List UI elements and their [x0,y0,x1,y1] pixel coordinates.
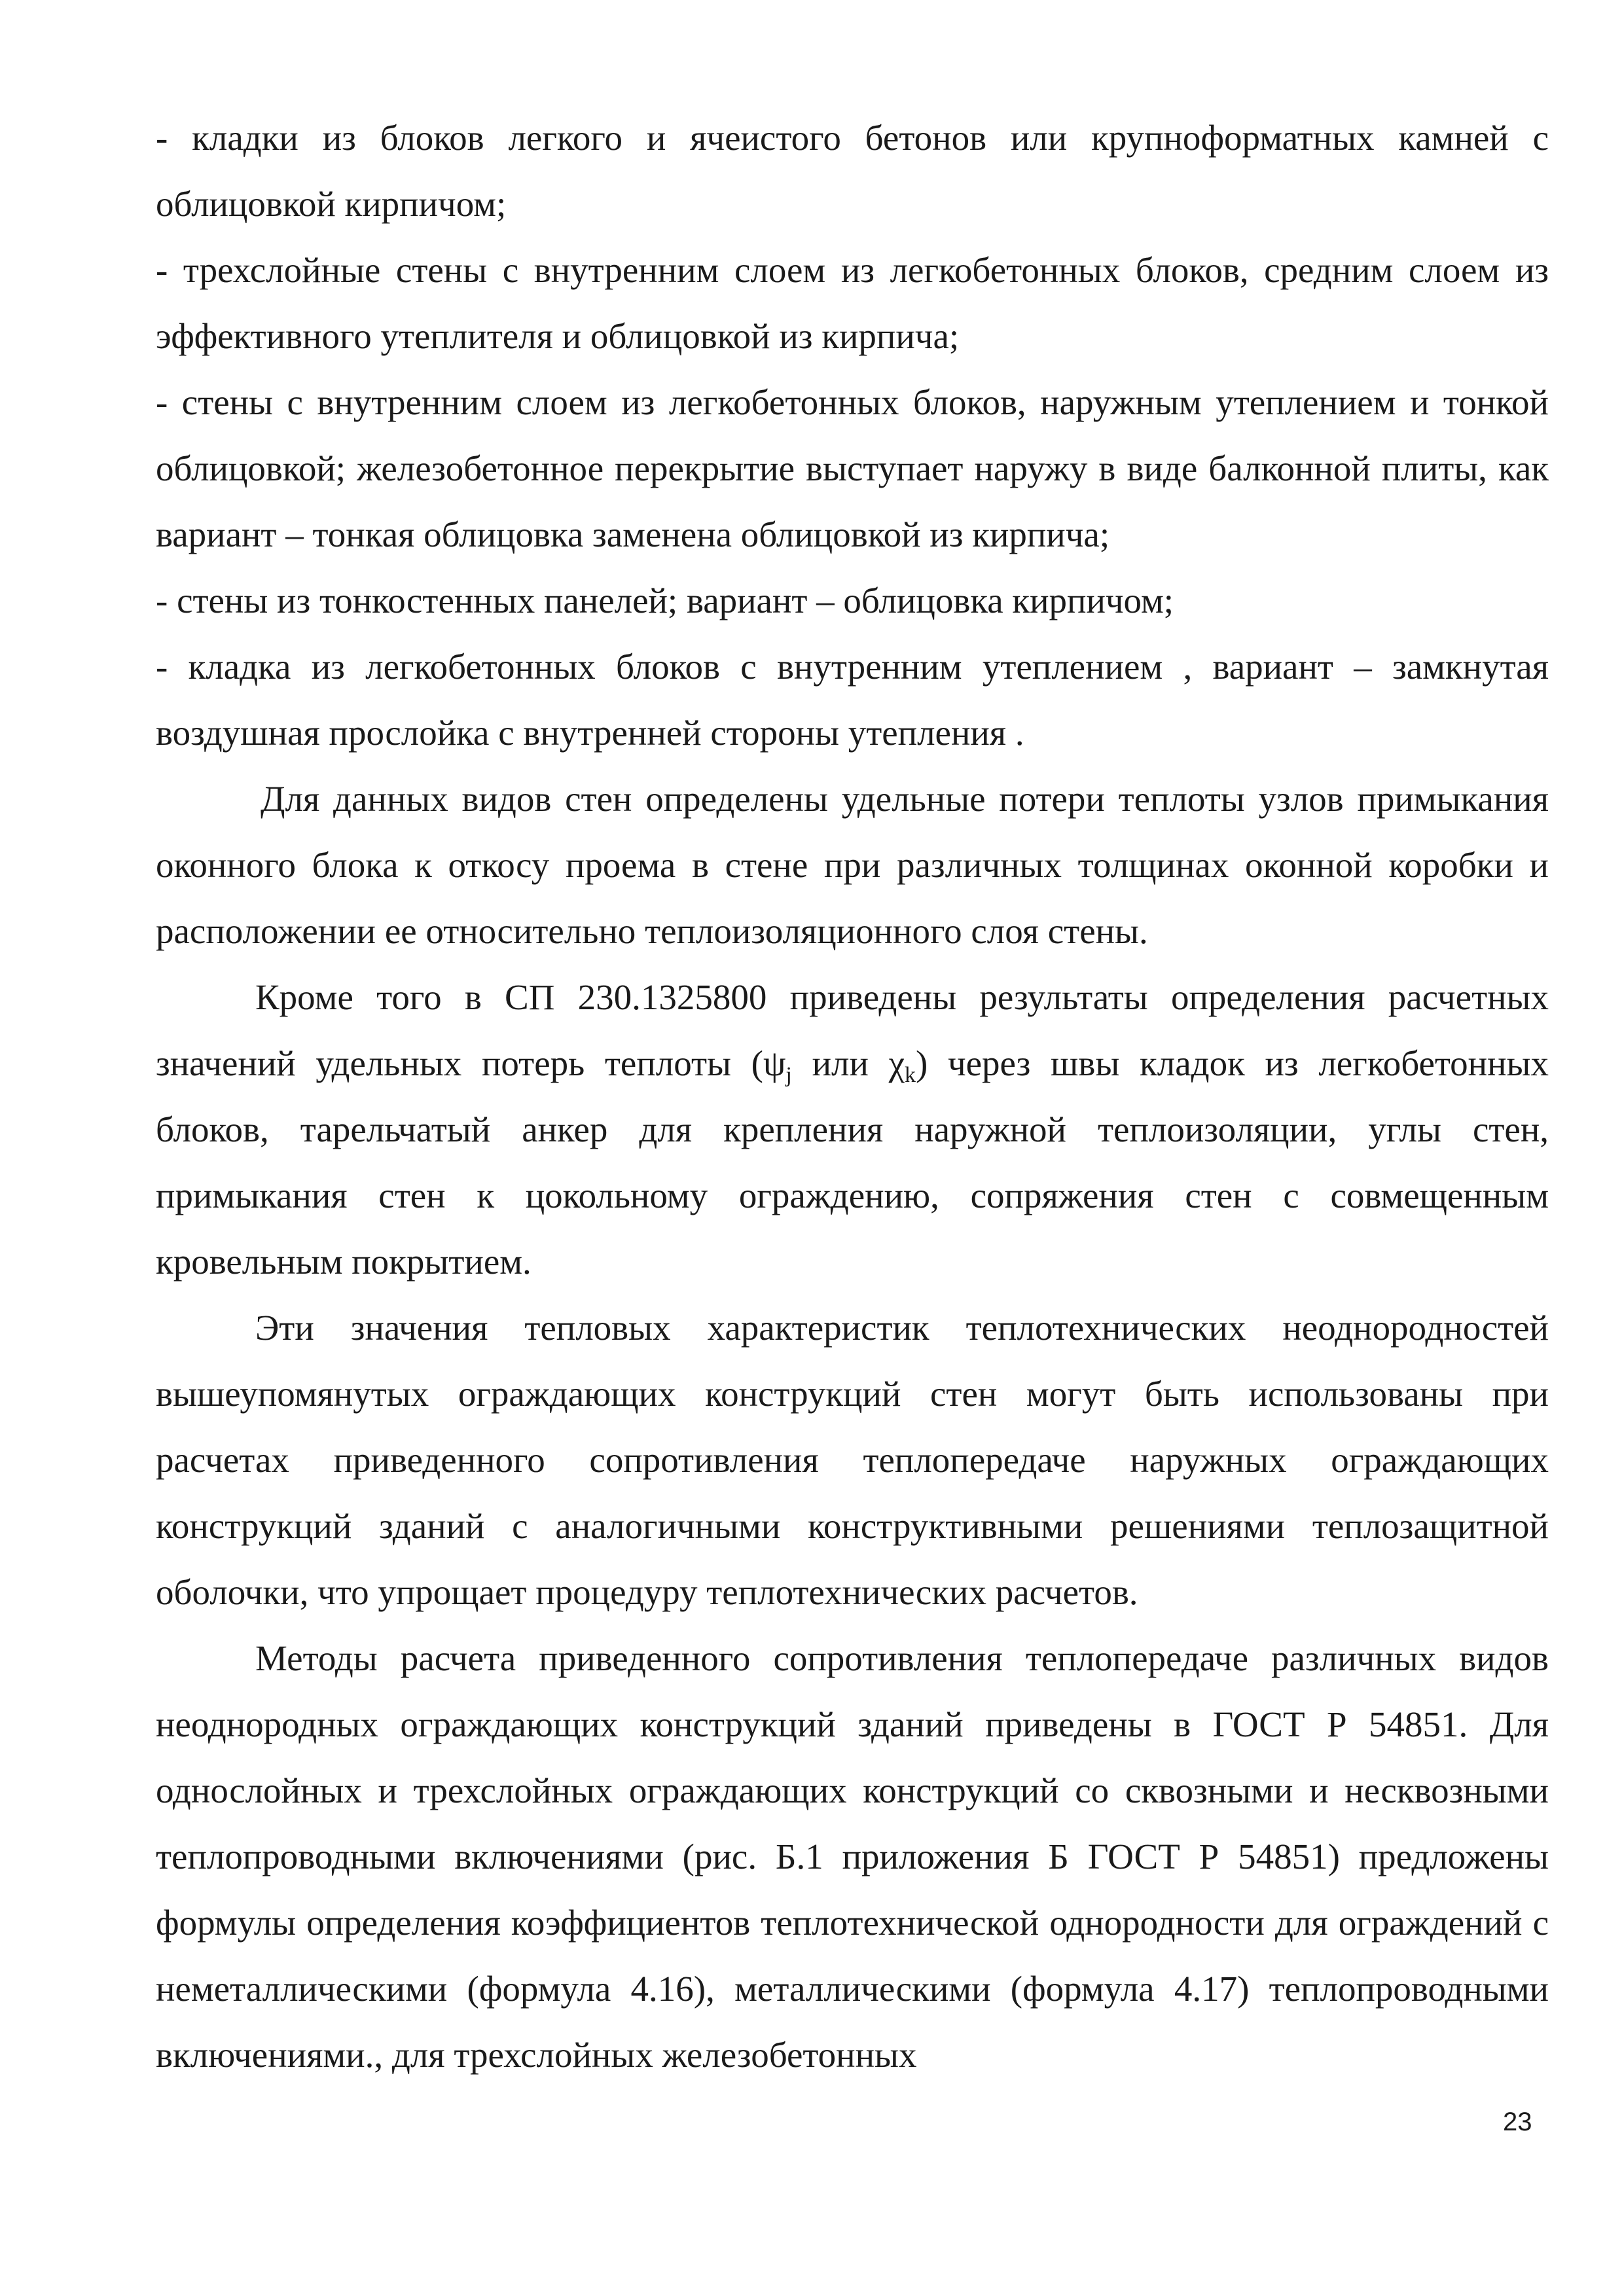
paragraph-sp-results-part1: Кроме того в СП 230.1325800 приведены результаты определения расчетных значений удельных потерь теплоты (ψ [156,977,1549,1083]
paragraph-window-junctions: Для данных видов стен определены удельные потери теплоты узлов примыкания оконного блока к откосу проема в стене при различных толщинах оконной коробки и расположении ее относительно теплоизоляционного слоя стены. [156,779,1549,951]
chi-subscript: k [904,1063,916,1087]
paragraph-thermal-values-usage: Эти значения тепловых характеристик теплотехнических неоднородностей вышеупомянутых ограждающих конструкций стен могут быть использованы при расчетах приведенного сопротивления теплопередаче наружных ограждающих конструкций зданий с аналогичными конструктивными решениями теплозащитной оболочки, что упрощает процедуру теплотехнических расчетов. [156,1308,1549,1612]
paragraph-sp-results-part2: или χ [791,1043,905,1083]
paragraph-calculation-methods: Методы расчета приведенного сопротивления теплопередаче различных видов неоднородных ограждающих конструкций зданий приведены в ГОСТ Р 54851. Для однослойных и трехслойных ограждающих конструкций со сквозными и несквозными теплопроводными включениями (рис. Б.1 приложения Б ГОСТ Р 54851) предложены формулы определения коэффициентов теплотехнической однородности для ограждений с неметаллическими (формула 4.16), металлическими (формула 4.17) теплопроводными включениями., для трехслойных железобетонных [156,1638,1549,2075]
paragraph-sp-results-part3: ) через швы кладок из легкобетонных блоков, тарельчатый анкер для крепления наружной теплоизоляции, углы стен, примыкания стен к цокольному ограждению, сопряжения стен с совмещенным кровельным покрытием. [156,1043,1549,1282]
psi-subscript: j [785,1063,792,1087]
list-item-masonry-blocks: - кладки из блоков легкого и ячеистого бетонов или крупноформатных камней с облицовкой кирпичом; [156,118,1549,224]
page-number: 23 [1503,2108,1532,2136]
list-item-external-insulation-walls: - стены с внутренним слоем из легкобетонных блоков, наружным утеплением и тонкой облицовкой; железобетонное перекрытие выступает наружу в виде балконной плиты, как вариант – тонкая облицовка заменена облицовкой из кирпича; [156,382,1549,554]
list-item-three-layer-walls: - трехслойные стены с внутренним слоем из легкобетонных блоков, средним слоем из эффективного утеплителя и облицовкой из кирпича; [156,250,1549,356]
body-text [156,105,1549,2088]
paragraph-sp-results [156,964,1549,1295]
list-item-thin-panel-walls: - стены из тонкостенных панелей; вариант – облицовка кирпичом; [156,581,1174,620]
list-item-internal-insulation-masonry: - кладка из легкобетонных блоков с внутренним утеплением , вариант – замкнутая воздушная прослойка с внутренней стороны утепления . [156,647,1549,753]
